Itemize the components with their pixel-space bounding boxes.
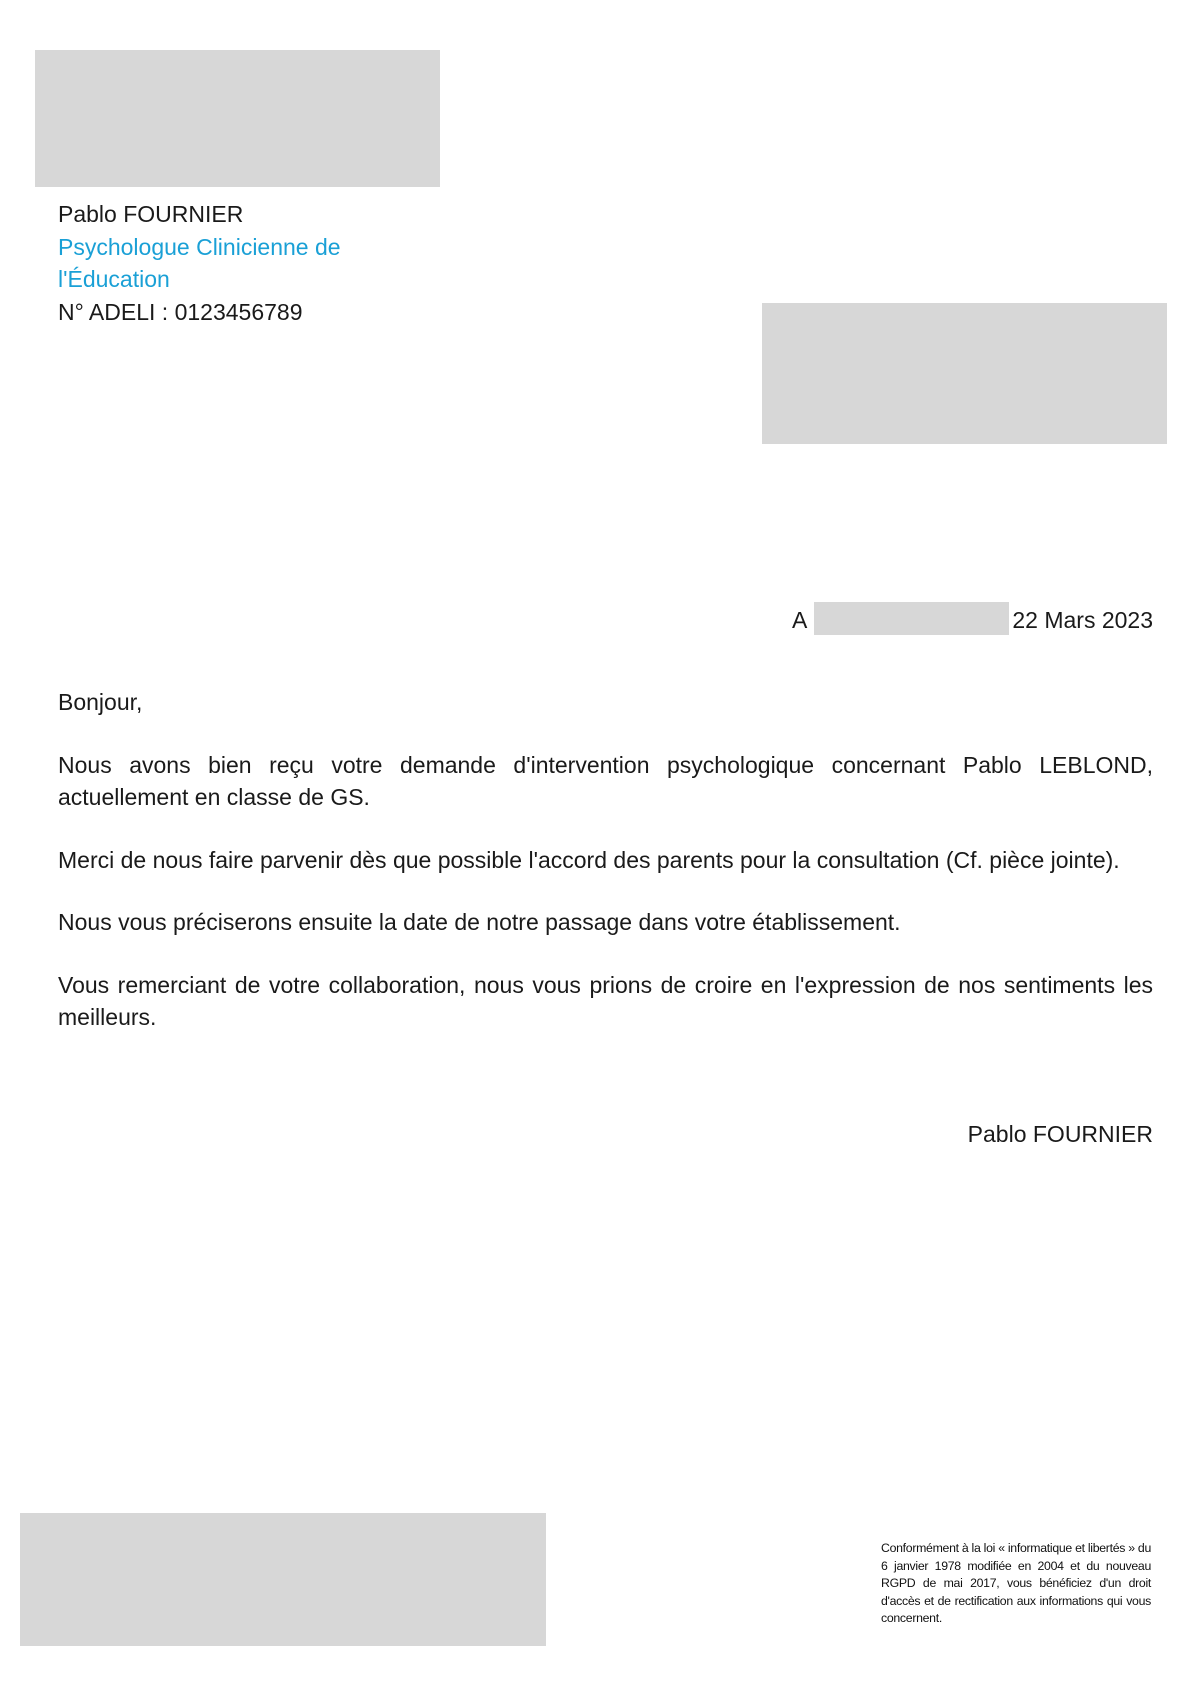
- redacted-addressee-block: [762, 303, 1167, 444]
- sender-title: Psychologue Clinicienne de l'Éducation: [58, 233, 341, 292]
- date-prefix: A: [792, 607, 808, 633]
- sender-adeli: N° ADELI : 0123456789: [58, 298, 303, 325]
- signature: Pablo FOURNIER: [967, 1121, 1153, 1147]
- legal-notice: Conformément à la loi « informatique et libertés » du 6 janvier 1978 modifiée en 2004 et du nouveau RGPD de mai 2017, vous bénéficiez d'un droit d'accès et de rectification aux informations qui vous concernent.: [881, 1541, 1151, 1626]
- greeting: Bonjour,: [58, 689, 143, 715]
- paragraph-closing: Vous remerciant de votre collaboration, nous vous prions de croire en l'expression de nos sentiments les meilleurs.: [58, 971, 1153, 1030]
- paragraph-visit: Nous vous préciserons ensuite la date de notre passage dans votre établissement.: [58, 909, 901, 935]
- paragraph-consent: Merci de nous faire parvenir dès que possible l'accord des parents pour la consultation (Cf. pièce jointe).: [58, 846, 1120, 873]
- letter-date: 22 Mars 2023: [1012, 607, 1153, 633]
- redacted-logo-bottom: [20, 1513, 546, 1646]
- sender-name: Pablo FOURNIER: [58, 201, 244, 227]
- letter-body: [58, 686, 1153, 1064]
- sender-block: [58, 198, 388, 328]
- redacted-logo-top: [35, 50, 440, 187]
- redacted-place: [814, 602, 1009, 635]
- paragraph-request: Nous avons bien reçu votre demande d'intervention psychologique concernant Pablo LEBLOND, actuellement en classe de GS.: [58, 751, 1153, 810]
